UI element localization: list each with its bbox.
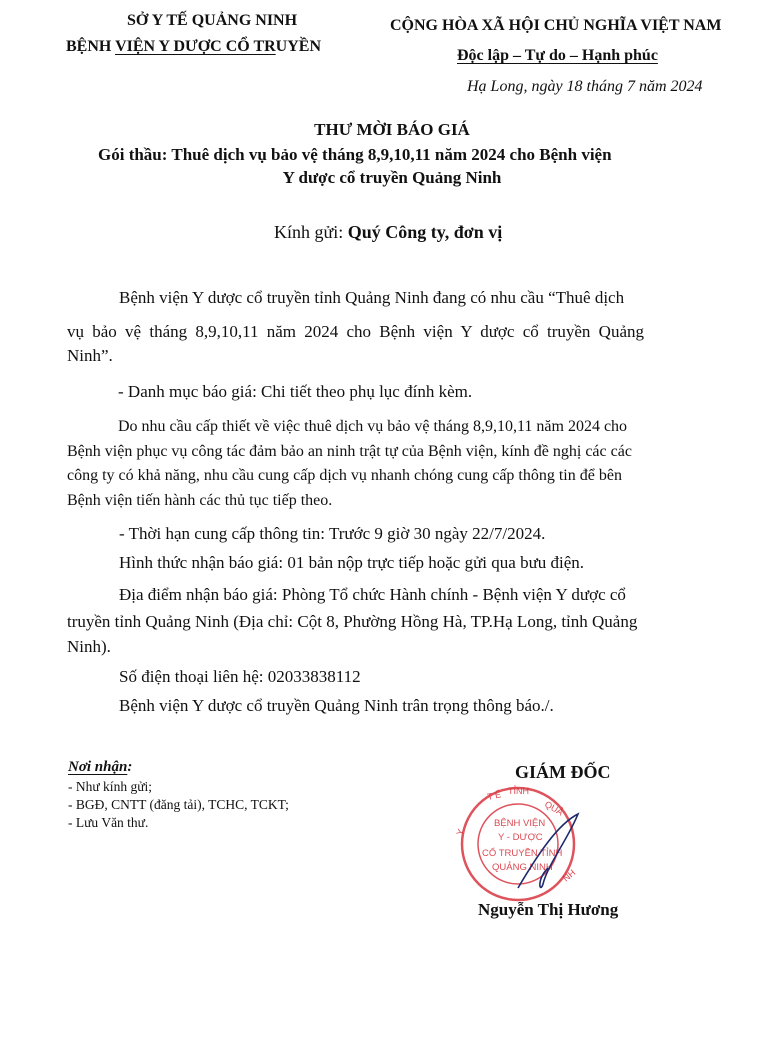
document-title: THƯ MỜI BÁO GIÁ <box>314 120 470 139</box>
body-p6-line2: truyền tỉnh Quảng Ninh (Địa chỉ: Cột 8, Phường Hồng Hà, TP.Hạ Long, tỉnh Quảng <box>67 612 638 631</box>
svg-text:BỆNH VIỆN: BỆNH VIỆN <box>494 818 546 829</box>
body-p3-line1: Do nhu cầu cấp thiết về việc thuê dịch vụ bảo vệ tháng 8,9,10,11 năm 2024 cho <box>118 418 628 435</box>
national-motto: Độc lập – Tự do – Hạnh phúc <box>457 47 658 64</box>
body-p6-line3: Ninh). <box>67 637 111 656</box>
body-p3-line2: Bệnh viện phục vụ công tác đảm bảo an ninh trật tự của Bệnh viện, kính đề nghị các các <box>67 443 632 460</box>
agency-name: SỞ Y TẾ QUẢNG NINH <box>126 12 298 29</box>
body-p2: - Danh mục báo giá: Chi tiết theo phụ lục đính kèm. <box>118 382 473 401</box>
body-p3-line4: Bệnh viện tiến hành các thủ tục tiếp theo. <box>67 492 333 509</box>
body-p6-line1: Địa điểm nhận báo giá: Phòng Tổ chức Hành chính - Bệnh viện Y dược cổ <box>119 585 626 604</box>
date-line: Hạ Long, ngày 18 tháng 7 năm 2024 <box>467 78 703 95</box>
recipient-item: - Lưu Văn thư. <box>68 815 149 830</box>
official-seal-stamp <box>448 784 588 904</box>
body-p8: Bệnh viện Y dược cổ truyền Quảng Ninh trân trọng thông báo./. <box>119 696 554 715</box>
national-title: CỘNG HÒA XÃ HỘI CHỦ NGHĨA VIỆT NAM <box>390 17 722 34</box>
body-p3-line3: công ty có khả năng, nhu cầu cung cấp dịch vụ nhanh chóng cung cấp thông tin để bên <box>67 467 622 484</box>
body-p1-line3: Ninh”. <box>67 346 113 365</box>
package-line-1: Gói thầu: Thuê dịch vụ bảo vệ tháng 8,9,10,11 năm 2024 cho Bệnh viện <box>98 145 612 164</box>
hospital-name: BỆNH VIỆN Y DƯỢC CỔ TRUYỀN <box>66 38 322 55</box>
body-p7: Số điện thoại liên hệ: 02033838112 <box>119 667 361 686</box>
svg-text:T Ế: T Ế <box>486 789 502 802</box>
package-line-2: Y dược cổ truyền Quảng Ninh <box>282 168 502 187</box>
greeting: Kính gửi: Quý Công ty, đơn vị <box>274 222 503 242</box>
svg-text:Y - DƯỢC: Y - DƯỢC <box>498 832 543 843</box>
body-p1-line2: vụ bảo vệ tháng 8,9,10,11 năm 2024 cho Bệnh viện Y dược cổ truyền Quảng <box>67 322 645 341</box>
svg-text:Y: Y <box>454 827 466 837</box>
svg-text:NH: NH <box>560 867 578 884</box>
body-p1-line1: Bệnh viện Y dược cổ truyền tỉnh Quảng Ninh đang có nhu cầu “Thuê dịch <box>119 288 625 307</box>
svg-text:QUẢ: QUẢ <box>543 799 565 818</box>
svg-text:TỈNH: TỈNH <box>508 786 529 796</box>
hospital-name-underlined: VIỆN Y DƯỢC CỔ TR <box>115 38 276 55</box>
body-p4: - Thời hạn cung cấp thông tin: Trước 9 giờ 30 ngày 22/7/2024. <box>119 524 546 543</box>
signatory-role: GIÁM ĐỐC <box>515 762 611 782</box>
body-p5: Hình thức nhận báo giá: 01 bản nộp trực tiếp hoặc gửi qua bưu điện. <box>119 553 585 572</box>
recipient-item: - Như kính gửi; <box>68 779 153 794</box>
signatory-name: Nguyễn Thị Hương <box>478 900 619 919</box>
recipient-item: - BGĐ, CNTT (đăng tải), TCHC, TCKT; <box>68 797 289 812</box>
svg-text:CỔ TRUYỀN TỈNH: CỔ TRUYỀN TỈNH <box>482 848 563 859</box>
greeting-recipient: Quý Công ty, đơn vị <box>347 222 503 242</box>
recipients-title: Nơi nhận: <box>68 759 133 775</box>
svg-text:QUẢNG NINH: QUẢNG NINH <box>492 862 553 873</box>
